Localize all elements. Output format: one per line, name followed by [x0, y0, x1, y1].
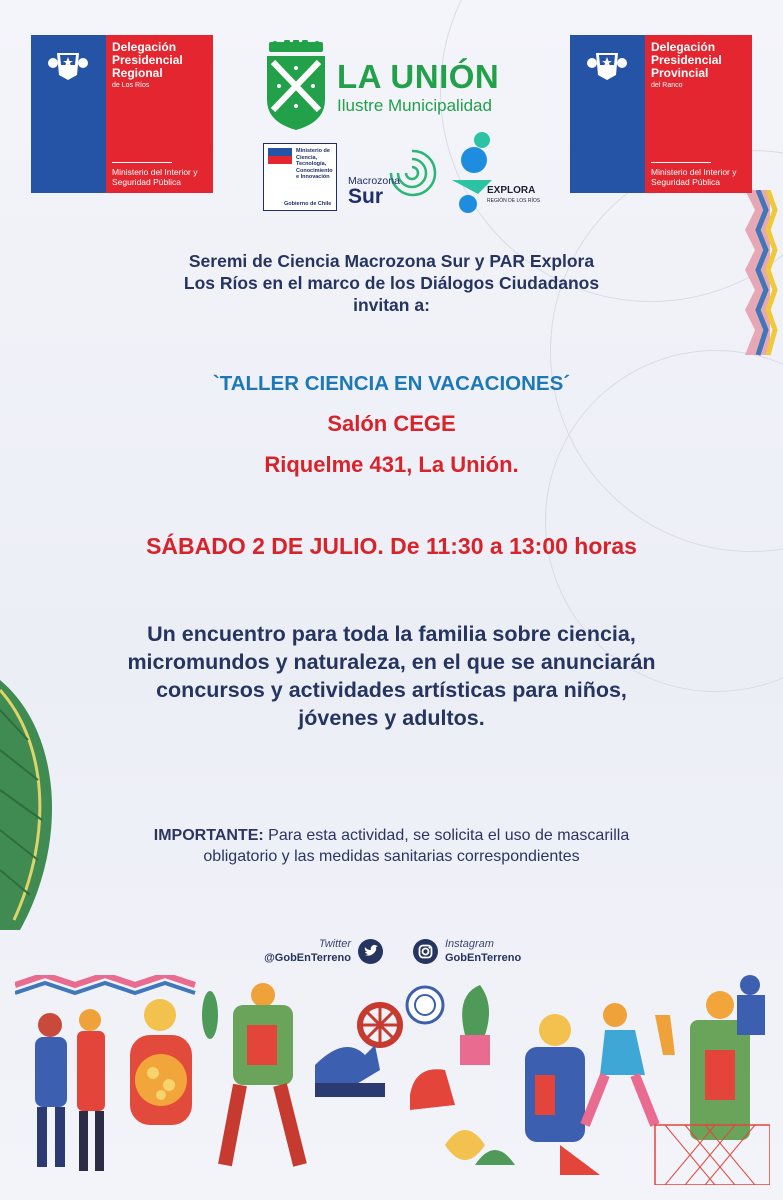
intro-text [0, 250, 783, 316]
gov-red-panel [645, 35, 752, 193]
instagram-handle[interactable]: GobEnTerreno [445, 952, 522, 964]
gov-subtitle: de Los Ríos [112, 82, 150, 89]
gov-red-panel [106, 35, 213, 193]
gov-logo-regional [31, 35, 213, 193]
municipality-subtitle: Ilustre Municipalidad [337, 96, 492, 115]
twitter-handle[interactable]: @GobEnTerreno [264, 952, 351, 964]
macrozona-spiral-icon [383, 143, 441, 205]
description-line: concursos y actividades artísticas para niños, [156, 678, 627, 702]
important-line: Para esta actividad, se solicita el uso de mascarilla [263, 827, 630, 844]
macrozona-sur: Sur [348, 185, 384, 208]
instagram-block[interactable] [413, 938, 543, 968]
intro-line: Seremi de Ciencia Macrozona Sur y PAR Explora [188, 251, 595, 271]
gov-ministry: Ministerio del Interior y Seguridad Pública [112, 162, 213, 187]
ministry-science-logo [263, 143, 337, 211]
twitter-block[interactable] [255, 938, 383, 968]
important-label: IMPORTANTE: [153, 827, 264, 844]
event-venue: Salón CEGE [327, 411, 456, 436]
twitter-label: Twitter [318, 938, 351, 950]
instagram-label: Instagram [445, 938, 494, 950]
intro-line: invitan a: [353, 295, 430, 315]
ministry-red-bar [268, 156, 292, 164]
municipality-name: LA UNIÓN [337, 58, 500, 95]
gov-ministry: Ministerio del Interior y Seguridad Pública [651, 162, 752, 187]
description-line: jóvenes y adultos. [298, 706, 485, 730]
gov-subtitle: del Ranco [651, 82, 683, 89]
ministry-footer: Gobierno de Chile [284, 201, 332, 207]
important-notice [0, 825, 783, 867]
explora-name: EXPLORA [487, 185, 536, 196]
gov-title: Delegación Presidencial Provincial [651, 40, 722, 80]
municipality-shield-icon [265, 40, 327, 132]
event-title: `TALLER CIENCIA EN VACACIONES´ [212, 372, 571, 395]
gov-title: Delegación Presidencial Regional [112, 40, 183, 80]
description-line: micromundos y naturaleza, en el que se anunciarán [127, 650, 656, 674]
description-line: Un encuentro para toda la familia sobre ciencia, [147, 622, 636, 646]
community-illustration [15, 975, 770, 1185]
twitter-bird-icon[interactable] [358, 939, 383, 964]
important-line: obligatorio y las medidas sanitarias correspondientes [203, 848, 580, 865]
event-description [0, 620, 783, 732]
gov-blue-panel [31, 35, 106, 193]
gov-blue-panel [570, 35, 645, 193]
ministry-blue-bar [268, 148, 292, 156]
instagram-camera-icon[interactable] [413, 939, 438, 964]
ministry-text: Ministerio de Ciencia, Tecnología, Conocimiento e Innovación [296, 148, 333, 180]
coat-of-arms-icon [45, 47, 91, 83]
macrozona-label: Macrozona [348, 175, 400, 187]
event-address: Riquelme 431, La Unión. [264, 452, 519, 477]
intro-line: Los Ríos en el marco de los Diálogos Ciudadanos [183, 273, 600, 293]
event-date: SÁBADO 2 DE JULIO. De 11:30 a 13:00 horas [146, 533, 637, 559]
explora-region: REGIÓN DE LOS RÍOS [487, 198, 541, 204]
coat-of-arms-icon [584, 47, 630, 83]
gov-logo-provincial [570, 35, 752, 193]
